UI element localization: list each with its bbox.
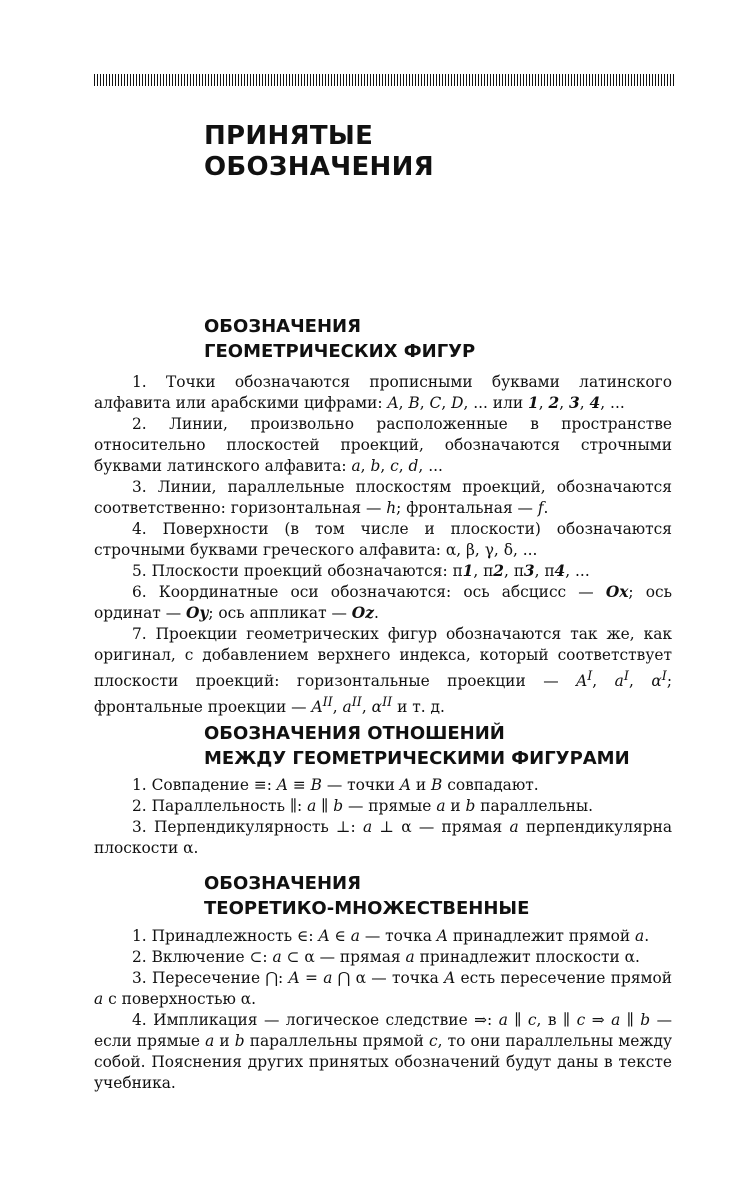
list-item: 4. Импликация — логическое следствие ⇒: a ∥ c, в ∥ c ⇒ a ∥ b — если прямые a и b параллельны прямой c, то они параллельны между собой. Пояснения других принятых обозначений будут даны в тексте учебника. xyxy=(94,1011,673,1092)
section-heading-line: ОБОЗНАЧЕНИЯ ОТНОШЕНИЙ xyxy=(204,723,505,744)
list-item: 7. Проекции геометрических фигур обозначаются так же, как оригинал, с добавлением верхнего индекса, который соответствует плоскости проекций: горизонтальные проекции — $A^I$, $a^I$, $\alpha^I$; фронтальные проекции — $A^{II}$, $a^{II}$, $\alpha^{II}$ и т. д. xyxy=(94,625,672,717)
list-item: 2. Параллельность ∥: a ∥ b — прямые a и b параллельны. xyxy=(132,797,593,815)
section-heading-line: ГЕОМЕТРИЧЕСКИХ ФИГУР xyxy=(204,341,476,362)
list-item: 2. Линии, произвольно расположенные в пространстве относительно плоскостей проекций, обозначаются строчными буквами латинского алфавита: a, b, c, d, ... xyxy=(94,415,672,475)
list-item: 3. Пересечение ⋂: A = a ⋂ α — точка A есть пересечение прямой a с поверхностью α. xyxy=(94,969,673,1008)
section-heading-line: ОБОЗНАЧЕНИЯ xyxy=(204,873,361,894)
section-heading-relations xyxy=(204,721,630,771)
page-title xyxy=(204,121,434,183)
section-heading-line: ТЕОРЕТИКО-МНОЖЕСТВЕННЫЕ xyxy=(204,898,530,919)
list-item: 3. Перпендикулярность ⊥: a ⊥ α — прямая a перпендикулярна плоскости α. xyxy=(94,818,673,857)
list-item: 2. Включение ⊂: a ⊂ α — прямая a принадлежит плоскости α. xyxy=(132,948,640,966)
section-body-relations xyxy=(94,775,672,859)
section-heading-line: МЕЖДУ ГЕОМЕТРИЧЕСКИМИ ФИГУРАМИ xyxy=(204,748,630,769)
section-heading-geometric-figures xyxy=(204,314,475,364)
list-item: 1. Принадлежность ∈: A ∈ a — точка A принадлежит прямой a. xyxy=(132,927,650,945)
page-title-line-1: ПРИНЯТЫЕ xyxy=(204,121,374,151)
list-item: 6. Координатные оси обозначаются: ось абсцисс — Ox; ось ординат — Oy; ось аппликат — Oz. xyxy=(94,583,672,622)
section-heading-line: ОБОЗНАЧЕНИЯ xyxy=(204,316,361,337)
section-body-geometric-figures xyxy=(94,372,672,718)
list-item: 4. Поверхности (в том числе и плоскости) обозначаются строчными буквами греческого алфавита: α, β, γ, δ, ... xyxy=(94,520,672,559)
list-item: 1. Совпадение ≡: A ≡ B — точки A и B совпадают. xyxy=(132,776,539,794)
list-item: 3. Линии, параллельные плоскостям проекций, обозначаются соответственно: горизонтальная — h; фронтальная — f. xyxy=(94,478,672,517)
section-heading-set-theory xyxy=(204,871,529,921)
list-item: 5. Плоскости проекций обозначаются: π1, π2, π3, π4, ... xyxy=(132,562,590,580)
page-title-line-2: ОБОЗНАЧЕНИЯ xyxy=(204,152,434,182)
decorative-top-rule xyxy=(94,74,674,86)
section-body-set-theory xyxy=(94,926,672,1094)
list-item: 1. Точки обозначаются прописными буквами латинского алфавита или арабскими цифрами: A, B, C, D, ... или 1, 2, 3, 4, ... xyxy=(94,373,672,412)
